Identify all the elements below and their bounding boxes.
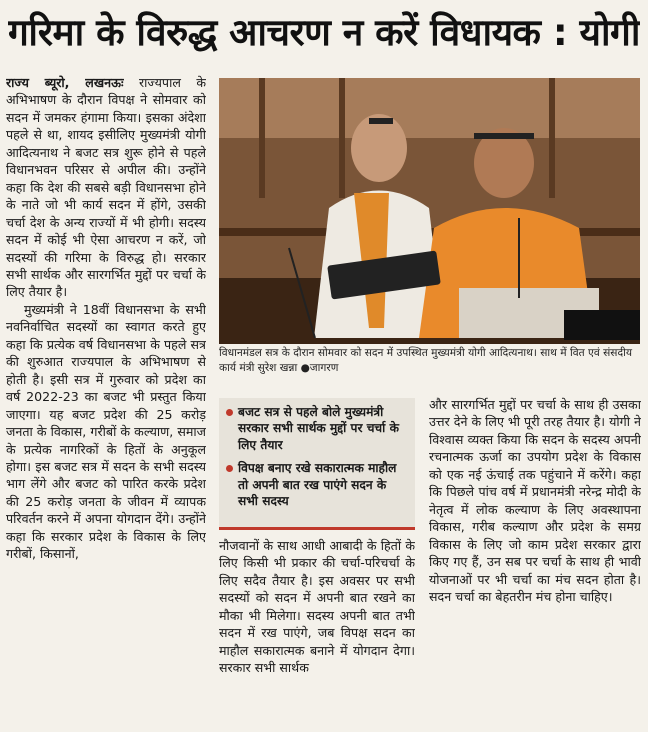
highlights-rule <box>219 527 415 530</box>
article-column-2 <box>219 537 415 729</box>
highlight-item: बजट सत्र से पहले बोले मुख्यमंत्री सरकार सभी सार्थक मुद्दों पर चर्चा के लिए तैयार <box>225 404 409 453</box>
photo-caption: विधानमंडल सत्र के दौरान सोमवार को सदन में उपस्थित मुख्यमंत्री योगी आदित्यनाथ। साथ में वित एवं संसदीय कार्य मंत्री सुरेश खन्ना ●जागरण <box>219 347 632 374</box>
article-paragraph-2: मुख्यमंत्री ने 18वीं विधानसभा के सभी नवनिर्वाचित सदस्यों का स्वागत करते हुए कहा कि प्रत्येक वर्ष विधानसभा के पहले सत्र की शुरुआत राज्यपाल के अभिभाषण से होती है। इसी सत्र में गुरुवार को प्रदेश का वर्ष 2022-23 का बजट भी प्रस्तुत किया जाएगा। यह बजट प्रदेश की 25 करोड़ जनता के विकास, गरीबों के कल्याण, समाज के प्रत्येक नागरिकों के हितों के अनुकूल होगा। इस बजट सत्र में सदन के सभी सदस्य भाग लेंगे और बजट को पारित करके प्रदेश की 25 करोड़ जनता के जीवन में व्यापक परिवर्तन करने में अपना योगदान देंगे। उन्होंने कहा कि सरकार प्रदेश के विकास के लिए गरीबों, किसानों, <box>6 301 206 562</box>
dateline: राज्य ब्यूरो, लखनऊः <box>6 75 124 90</box>
highlight-item: विपक्ष बनाए रखे सकारात्मक माहौल तो अपनी बात रख पाएंगे सदन के सभी सदस्य <box>225 460 409 509</box>
article-paragraph-3: नौजवानों के साथ आधी आबादी के हितों के लिए किसी भी प्रकार की चर्चा-परिचर्चा के लिए सदैव तैयार है। इस अवसर पर सभी सदस्यों को सदन में अपनी बात रखने का मौका भी मिलेगा। सदस्य अपनी बात तभी सदन में रख पाएंगे, जब विपक्ष सदन का माहौल सकारात्मक बनाने में योगदान देगा। सरकार सभी सार्थक <box>219 538 415 676</box>
article-column-1 <box>6 74 206 729</box>
headline: गरिमा के विरुद्ध आचरण न करें विधायक : योगी <box>8 11 640 54</box>
news-photo-illustration <box>219 78 640 344</box>
article-paragraph-1 <box>6 74 206 301</box>
highlights-box <box>219 398 415 530</box>
news-photo <box>219 78 640 344</box>
article-paragraph-4: और सारगर्भित मुद्दों पर चर्चा के साथ ही उसका उत्तर देने के लिए भी पूरी तरह तैयार है। योगी ने विश्वास व्यक्त किया कि सदन के सदस्य अपनी रचनात्मक ऊर्जा का उपयोग प्रदेश के विकास को एक नई ऊंचाई तक पहुंचाने में करेंगे। कहा कि पिछले पांच वर्ष में प्रधानमंत्री नरेन्द्र मोदी के नेतृत्व में लोक कल्याण के लिए अवस्थापना विकास, गरीब कल्याण और प्रदेश के समग्र विकास के लिए जो काम प्रदेश सरकार द्वारा किए गए हैं, उन सब पर चर्चा के साथ ही भावी योजनाओं पर भी चर्चा का मंच सदन होता है। सदन चर्चा का बेहतरीन मंच होना चाहिए। <box>429 397 641 604</box>
article-paragraph-1-text: राज्यपाल के अभिभाषण के दौरान विपक्ष ने सोमवार को सदन में जमकर हंगामा किया। इसका अंदेशा पहले से था, शायद इसीलिए मुख्यमंत्री योगी आदित्यनाथ ने बजट सत्र शुरू होने से पहले विधानभवन परिसर से अपील की। उन्होंने कहा कि देश की सबसे बड़ी विधानसभा होने के नाते जो भी कार्य सदन में होंगे, उसकी चर्चा देश के अन्य राज्यों में भी होगी। सदस्य सदन में कोई भी ऐसा आचरण न करें, जो सदस्यों की गरिमा के विरुद्ध हो। सरकार सभी सार्थक और सारगर्भित मुद्दों पर चर्चा के लिए तैयार है। <box>6 75 206 300</box>
article-column-3 <box>429 396 641 729</box>
